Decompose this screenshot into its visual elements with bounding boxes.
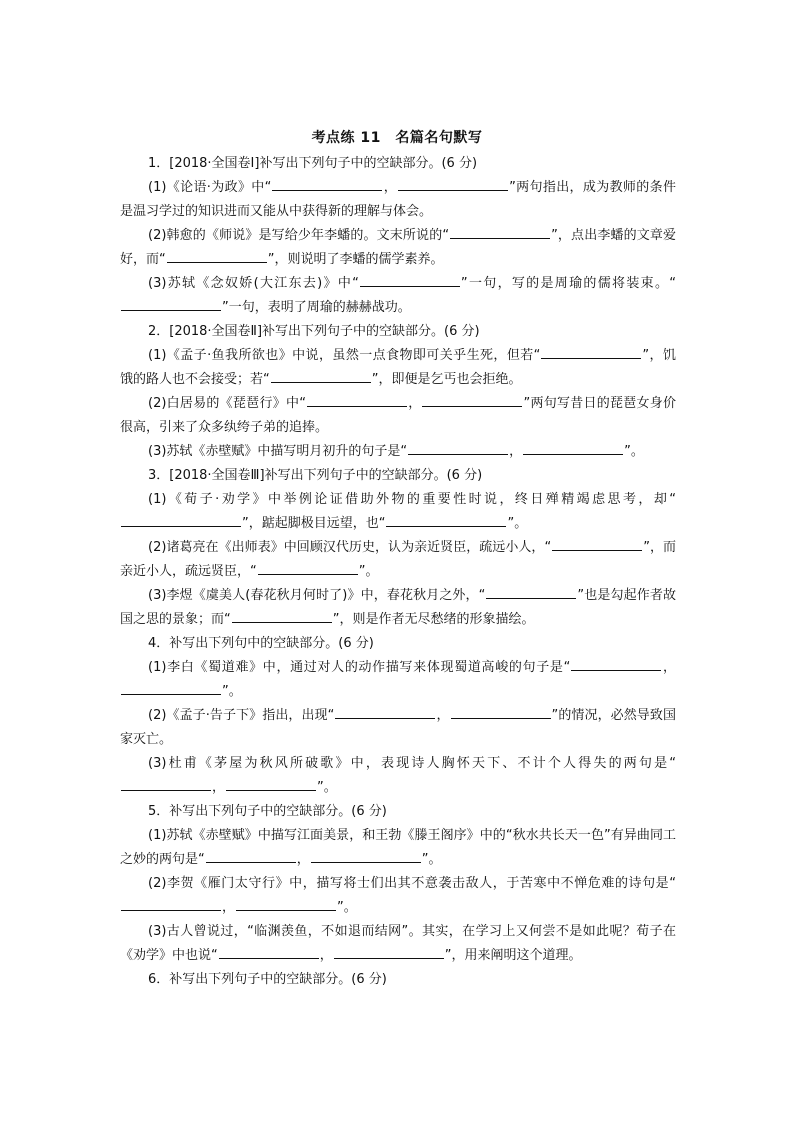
item-text: (3)古人曾说过，“临渊羡鱼，不如退而结网”。其实，在学习上又何尝不是如此呢？荀子在《劝学》中也说“	[120, 924, 676, 963]
item-text: ”的情况，必然导致国家灭亡。	[120, 708, 676, 747]
question-4-item-3	[120, 752, 676, 800]
answer-blank[interactable]	[398, 179, 508, 191]
heading-text: 4．补写出下列句中的空缺部分。(6 分)	[148, 636, 374, 651]
item-text: (1)《荀子·劝学》中举例论证借助外物的重要性时说，终日殚精竭虑思考，却“	[148, 492, 676, 507]
item-text: (3)李煜《虞美人(春花秋月何时了)》中，春花秋月之外，“	[148, 588, 486, 603]
item-text: (3)杜甫《茅屋为秋风所破歌》中，表现诗人胸怀天下、不计个人得失的两句是“	[148, 756, 676, 771]
item-text: ”，则是作者无尽愁绪的形象描绘。	[332, 612, 535, 627]
item-text: ，	[662, 660, 676, 675]
question-1-heading	[120, 152, 676, 176]
item-text: ”。	[624, 444, 644, 459]
answer-blank[interactable]	[206, 851, 296, 863]
item-text: (1)《孟子·鱼我所欲也》中说，虽然一点食物即可关乎生死，但若“	[148, 348, 541, 363]
item-text: (2)诸葛亮在《出师表》中回顾汉代历史，认为亲近贤臣，疏远小人，“	[148, 540, 552, 555]
item-text: ，	[296, 852, 310, 867]
question-4-item-1	[120, 656, 676, 704]
item-text: ”。	[222, 684, 242, 699]
answer-blank[interactable]	[272, 179, 382, 191]
item-text: (2)韩愈的《师说》是写给少年李蟠的。文末所说的“	[148, 228, 450, 243]
question-3-item-1	[120, 488, 676, 536]
answer-blank[interactable]	[121, 779, 211, 791]
item-text: (1)李白《蜀道难》中，通过对人的动作描写来体现蜀道高峻的句子是“	[148, 660, 571, 675]
answer-blank[interactable]	[121, 515, 241, 527]
item-text: ”。	[358, 564, 379, 579]
answer-blank[interactable]	[307, 395, 407, 407]
answer-blank[interactable]	[219, 947, 319, 959]
question-2-item-1	[120, 344, 676, 392]
item-text: (2)李贺《雁门太守行》中，描写将士们出其不意袭击敌人，于苦寒中不惮危难的诗句是“	[148, 876, 676, 891]
answer-blank[interactable]	[541, 347, 641, 359]
item-text: (2)白居易的《琵琶行》中“	[148, 396, 306, 411]
question-1-item-3	[120, 272, 676, 320]
item-text: (1)《论语·为政》中“	[148, 180, 272, 195]
item-text: ”一句，写的是周瑜的儒将装束。“	[460, 276, 676, 291]
answer-blank[interactable]	[486, 587, 576, 599]
item-text: ”，而亲近小人，疏远贤臣，“	[120, 540, 676, 579]
answer-blank[interactable]	[408, 443, 508, 455]
item-text: ，	[436, 708, 450, 723]
question-3-item-3	[120, 584, 676, 632]
heading-text: 5．补写出下列句子中的空缺部分。(6 分)	[148, 804, 387, 819]
item-text: ”，用来阐明这个道理。	[444, 948, 582, 963]
item-text: ”两句写昔日的琵琶女身价很高，引来了众多纨绔子弟的追捧。	[120, 396, 676, 435]
answer-blank[interactable]	[121, 683, 221, 695]
page-title: 考点练 11 名篇名句默写	[311, 130, 483, 146]
item-text: ”。	[421, 852, 442, 867]
item-text: (2)《孟子·告子下》指出，出现“	[148, 708, 335, 723]
item-text: ”。	[337, 900, 357, 915]
question-5-heading	[120, 800, 676, 824]
answer-blank[interactable]	[236, 899, 336, 911]
item-text: ，	[212, 780, 226, 795]
question-list	[120, 152, 676, 992]
answer-blank[interactable]	[121, 299, 221, 311]
answer-blank[interactable]	[334, 947, 444, 959]
item-text: ，	[222, 900, 236, 915]
heading-text: 1．[2018·全国卷Ⅰ]补写出下列句子中的空缺部分。(6 分)	[148, 156, 478, 171]
question-5-item-3	[120, 920, 676, 968]
heading-text: 3．[2018·全国卷Ⅲ]补写出下列句子中的空缺部分。(6 分)	[148, 468, 483, 483]
item-text: ”两句指出，成为教师的条件是温习学过的知识进而又能从中获得新的理解与体会。	[120, 180, 676, 219]
question-5-item-2	[120, 872, 676, 920]
item-text: (3)苏轼《念奴娇(大江东去)》中“	[148, 276, 359, 291]
question-1-item-2	[120, 224, 676, 272]
question-3-heading	[120, 464, 676, 488]
answer-blank[interactable]	[450, 227, 550, 239]
item-text: ，	[383, 180, 398, 195]
question-6-heading	[120, 968, 676, 992]
question-2-item-2	[120, 392, 676, 440]
item-text: ”。	[507, 516, 528, 531]
item-text: (1)苏轼《赤壁赋》中描写江面美景，和王勃《滕王阁序》中的“秋水共长天一色”有异曲同工之妙的两句是“	[120, 828, 676, 867]
item-text: ，	[407, 396, 422, 411]
question-2-item-3	[120, 440, 676, 464]
answer-blank[interactable]	[335, 707, 435, 719]
heading-text: 2．[2018·全国卷Ⅱ]补写出下列句子中的空缺部分。(6 分)	[148, 324, 480, 339]
question-5-item-1	[120, 824, 676, 872]
item-text: ”，踮起脚极目远望，也“	[242, 516, 386, 531]
item-text: ”，则说明了李蟠的儒学素养。	[267, 252, 444, 267]
question-2-heading	[120, 320, 676, 344]
item-text: ，	[509, 444, 523, 459]
answer-blank[interactable]	[422, 395, 522, 407]
answer-blank[interactable]	[552, 539, 642, 551]
item-text: ”。	[317, 780, 337, 795]
answer-blank[interactable]	[258, 563, 358, 575]
answer-blank[interactable]	[226, 779, 316, 791]
item-text: ”，即便是乞丐也会拒绝。	[371, 372, 522, 387]
item-text: ”，点出李蟠的文章爱好，而“	[120, 228, 676, 267]
question-4-item-2	[120, 704, 676, 752]
answer-blank[interactable]	[232, 611, 332, 623]
answer-blank[interactable]	[167, 251, 267, 263]
answer-blank[interactable]	[360, 275, 460, 287]
answer-blank[interactable]	[271, 371, 371, 383]
item-text: ”一句，表明了周瑜的赫赫战功。	[222, 300, 411, 315]
item-text: ，	[319, 948, 333, 963]
answer-blank[interactable]	[523, 443, 623, 455]
item-text: ”，饥饿的路人也不会接受；若“	[120, 348, 676, 387]
answer-blank[interactable]	[451, 707, 551, 719]
answer-blank[interactable]	[121, 899, 221, 911]
question-3-item-2	[120, 536, 676, 584]
item-text: ”也是勾起作者故国之思的景象；而“	[120, 588, 676, 627]
answer-blank[interactable]	[386, 515, 506, 527]
answer-blank[interactable]	[571, 659, 661, 671]
answer-blank[interactable]	[311, 851, 421, 863]
question-1-item-1	[120, 176, 676, 224]
heading-text: 6．补写出下列句子中的空缺部分。(6 分)	[148, 972, 387, 987]
item-text: (3)苏轼《赤壁赋》中描写明月初升的句子是“	[148, 444, 408, 459]
question-4-heading	[120, 632, 676, 656]
